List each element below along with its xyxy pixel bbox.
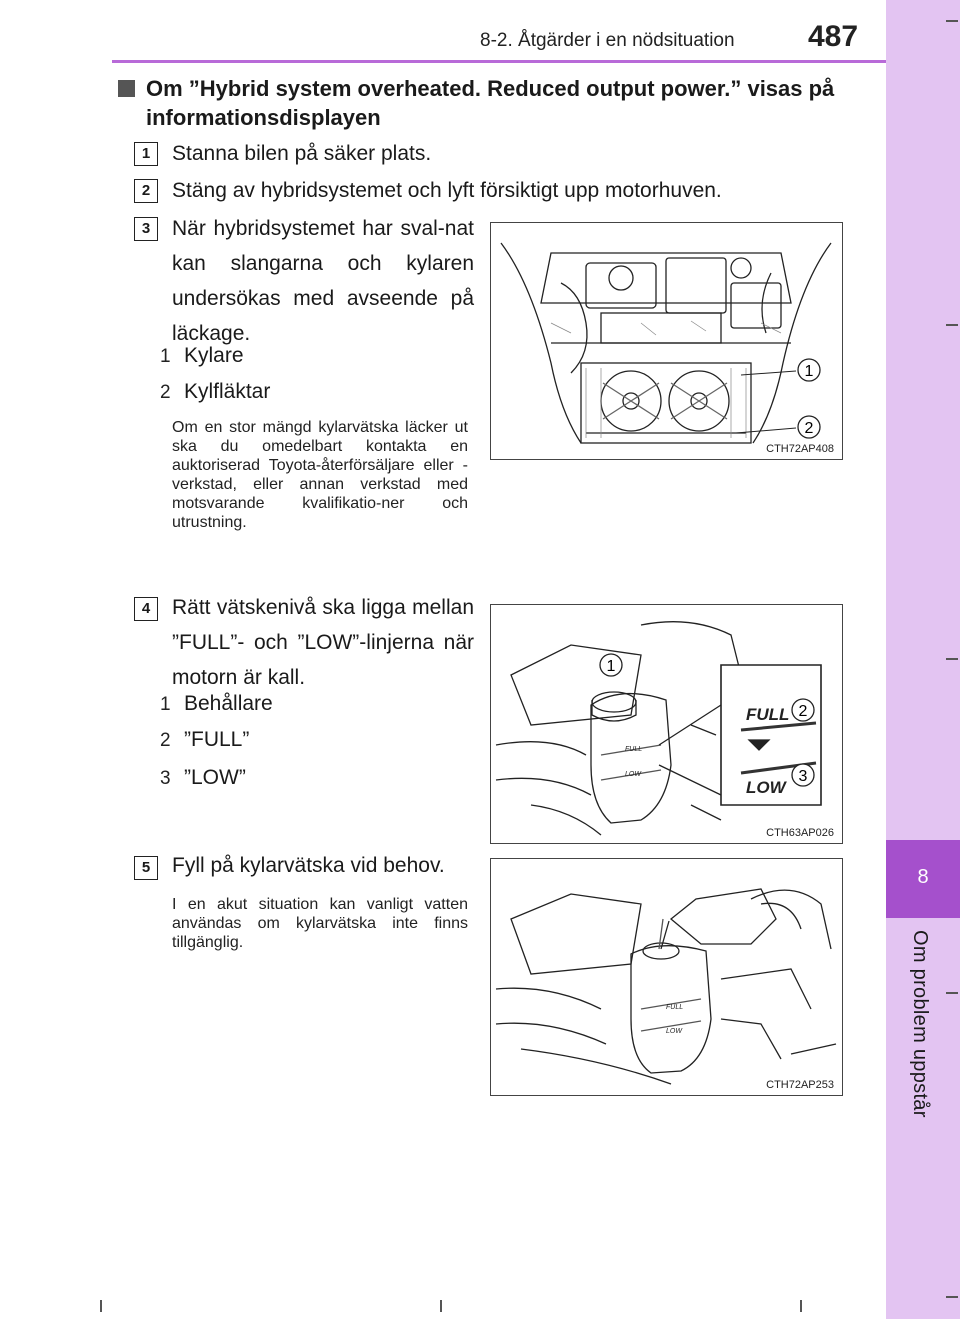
legend-item <box>160 766 246 790</box>
legend-item <box>160 380 270 404</box>
zoom-low-mark: LOW <box>746 778 786 797</box>
legend-number: 2 <box>160 382 171 403</box>
square-bullet-icon <box>118 80 135 97</box>
step-number-box: 4 <box>134 597 158 621</box>
coolant-refill-figure <box>490 858 843 1096</box>
engine-bay-illustration <box>491 223 841 458</box>
crop-mark <box>946 20 958 22</box>
step-number-box: 3 <box>134 217 158 241</box>
figure-code: CTH72AP253 <box>766 1079 834 1091</box>
legend-label: ”LOW” <box>184 766 246 789</box>
legend-item <box>160 728 249 752</box>
tank-full-mark: FULL <box>625 746 643 753</box>
chapter-number: 8 <box>917 866 929 888</box>
callout-number: 2 <box>804 420 814 437</box>
crop-mark <box>946 992 958 994</box>
legend-label: Kylare <box>184 344 244 367</box>
crop-mark <box>946 324 958 326</box>
callout-number: 3 <box>798 768 808 785</box>
section-heading-text: Om ”Hybrid system overheated. Reduced output power.” visas på informationsdisplayen <box>146 76 835 130</box>
legend-number: 1 <box>160 346 171 367</box>
step-text: Stanna bilen på säker plats. <box>172 142 432 165</box>
crop-mark <box>800 1300 802 1312</box>
coolant-reservoir-illustration <box>491 605 841 842</box>
legend-label: Kylfläktar <box>184 380 271 403</box>
callout-number: 2 <box>798 703 808 720</box>
section-heading <box>118 74 838 132</box>
section-title: 8-2. Åtgärder i en nödsituation <box>480 30 735 51</box>
step-note: I en akut situation kan vanligt vatten användas om kylarvätska inte finns tillgänglig. <box>172 896 468 951</box>
step-text: När hybridsystemet har sval-nat kan slangarna och kylaren undersökas med avseende på läckage. <box>172 217 474 345</box>
step-number-box: 5 <box>134 856 158 880</box>
callout-number: 1 <box>804 363 814 380</box>
step-text: Stäng av hybridsystemet och lyft försiktigt upp motorhuven. <box>172 179 722 202</box>
zoom-full-mark: FULL <box>746 705 790 724</box>
legend-item <box>160 344 244 368</box>
coolant-reservoir-figure <box>490 604 843 844</box>
coolant-refill-illustration <box>491 859 841 1094</box>
figure-code: CTH72AP408 <box>766 443 834 455</box>
tank-low-mark: LOW <box>625 771 641 778</box>
step-text: Rätt vätskenivå ska ligga mellan ”FULL”- och ”LOW”-linjerna när motorn är kall. <box>172 596 474 689</box>
step-number-box: 2 <box>134 179 158 203</box>
legend-label: Behållare <box>184 692 273 715</box>
legend-number: 3 <box>160 768 171 789</box>
crop-mark <box>440 1300 442 1312</box>
crop-mark <box>946 1296 958 1298</box>
crop-mark <box>946 658 958 660</box>
step-note: Om en stor mängd kylarvätska läcker ut ska du omedelbart kontakta en auktoriserad Toyota-återförsäljare eller -verkstad, eller annan verkstad med motsvarande kvalifikatio-ner och utrustning. <box>172 419 468 531</box>
page-number: 487 <box>808 20 859 53</box>
legend-number: 2 <box>160 730 171 751</box>
chapter-title: Om problem uppstår <box>909 930 931 1118</box>
legend-item <box>160 692 273 716</box>
crop-mark <box>100 1300 102 1312</box>
step-number-box: 1 <box>134 142 158 166</box>
tank-full-mark: FULL <box>666 1004 684 1011</box>
page-header <box>0 0 886 62</box>
legend-label: ”FULL” <box>184 728 250 751</box>
header-rule <box>112 60 886 63</box>
engine-bay-figure <box>490 222 843 460</box>
step-text: Fyll på kylarvätska vid behov. <box>172 854 445 877</box>
tank-low-mark: LOW <box>666 1028 682 1035</box>
legend-number: 1 <box>160 694 171 715</box>
figure-code: CTH63AP026 <box>766 827 834 839</box>
callout-number: 1 <box>606 658 616 675</box>
